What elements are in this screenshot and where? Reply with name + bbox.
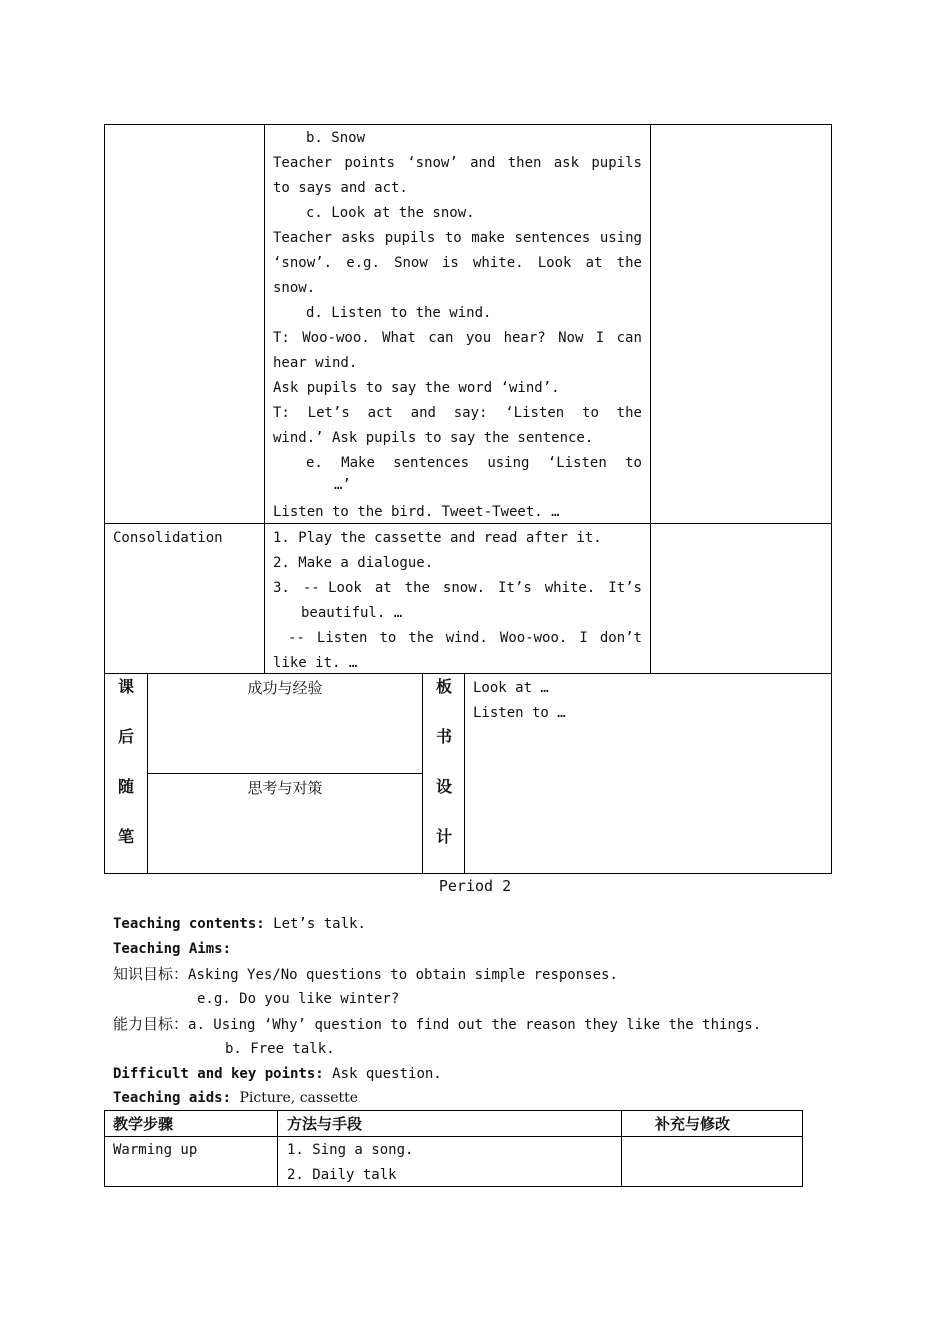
knowledge-example: e.g. Do you like winter? bbox=[197, 991, 400, 1007]
text-line: wind.’ Ask pupils to say the sentence. bbox=[273, 430, 594, 446]
header-notes: 补充与修改 bbox=[655, 1115, 731, 1133]
key-value: Ask question. bbox=[332, 1066, 442, 1082]
board-char: 板 bbox=[435, 677, 452, 696]
text-line: Ask pupils to say the word ‘wind’. bbox=[273, 380, 560, 396]
contents-line bbox=[113, 912, 366, 937]
contents-value: Let’s talk. bbox=[273, 916, 366, 932]
justified-line: ‘snow’. e.g. Snow is white. Look at the bbox=[273, 255, 642, 271]
justified-line: 3. -- Look at the snow. It’s white. It’s bbox=[273, 580, 642, 596]
label-char: 随 bbox=[117, 777, 134, 796]
text-line: snow. bbox=[273, 280, 316, 296]
board-char: 设 bbox=[435, 777, 452, 796]
justified-line: -- Listen to the wind. Woo-woo. I don’t bbox=[288, 630, 642, 646]
board-char: 书 bbox=[435, 727, 452, 746]
justified-line: Teacher points ‘snow’ and then ask pupils bbox=[273, 155, 642, 171]
justified-line: e. Make sentences using ‘Listen to bbox=[306, 455, 642, 471]
justified-line: Teacher asks pupils to make sentences using bbox=[273, 230, 642, 246]
key-line bbox=[113, 1062, 442, 1087]
period-title: Period 2 bbox=[438, 877, 512, 895]
knowledge-line bbox=[113, 962, 618, 988]
board-line: Listen to … bbox=[473, 705, 566, 721]
justified-line: T: Let’s act and say: ‘Listen to the bbox=[273, 405, 642, 421]
text-line: to says and act. bbox=[273, 180, 408, 196]
text-line: …’ bbox=[334, 477, 351, 493]
text-line: 1. Play the cassette and read after it. bbox=[273, 530, 602, 546]
justified-line: T: Woo-woo. What can you hear? Now I can bbox=[273, 330, 642, 346]
text-line: beautiful. … bbox=[301, 605, 403, 621]
text-line: 2. Make a dialogue. bbox=[273, 555, 434, 571]
text-line: d. Listen to the wind. bbox=[306, 305, 492, 321]
text-line: 1. Sing a song. bbox=[287, 1142, 414, 1158]
success-heading: 成功与经验 bbox=[247, 679, 323, 697]
key-label: Difficult and key points: bbox=[113, 1066, 324, 1082]
ability-label: 能力目标： bbox=[113, 1015, 189, 1033]
text-line: 2. Daily talk bbox=[287, 1167, 397, 1183]
text-line: c. Look at the snow. bbox=[306, 205, 475, 221]
label-char: 笔 bbox=[117, 827, 134, 846]
contents-label: Teaching contents: bbox=[113, 916, 265, 932]
header-methods: 方法与手段 bbox=[287, 1115, 363, 1133]
knowledge-label: 知识目标： bbox=[113, 965, 189, 983]
aids-value: Picture, cassette bbox=[239, 1090, 359, 1106]
text-line: Listen to the bird. Tweet-Tweet. … bbox=[273, 504, 560, 520]
step-label: Warming up bbox=[113, 1142, 198, 1158]
text-line: b. Snow bbox=[306, 130, 366, 146]
ability-a: a. Using ‘Why’ question to find out the reason they like the things. bbox=[188, 1017, 762, 1033]
label-char: 后 bbox=[117, 727, 134, 746]
header-steps: 教学步骤 bbox=[113, 1115, 174, 1133]
aims-label: Teaching Aims: bbox=[113, 941, 232, 957]
knowledge-value: Asking Yes/No questions to obtain simple responses. bbox=[188, 967, 618, 983]
thinking-heading: 思考与对策 bbox=[247, 779, 323, 797]
ability-b: b. Free talk. bbox=[225, 1041, 335, 1057]
aids-line bbox=[113, 1086, 358, 1111]
step-label: Consolidation bbox=[113, 530, 223, 546]
aids-label: Teaching aids: bbox=[113, 1090, 232, 1106]
board-char: 计 bbox=[435, 827, 452, 846]
ability-line bbox=[113, 1012, 761, 1038]
text-line: hear wind. bbox=[273, 355, 358, 371]
label-char: 课 bbox=[117, 677, 134, 696]
text-line: like it. … bbox=[273, 655, 358, 671]
board-line: Look at … bbox=[473, 680, 549, 696]
